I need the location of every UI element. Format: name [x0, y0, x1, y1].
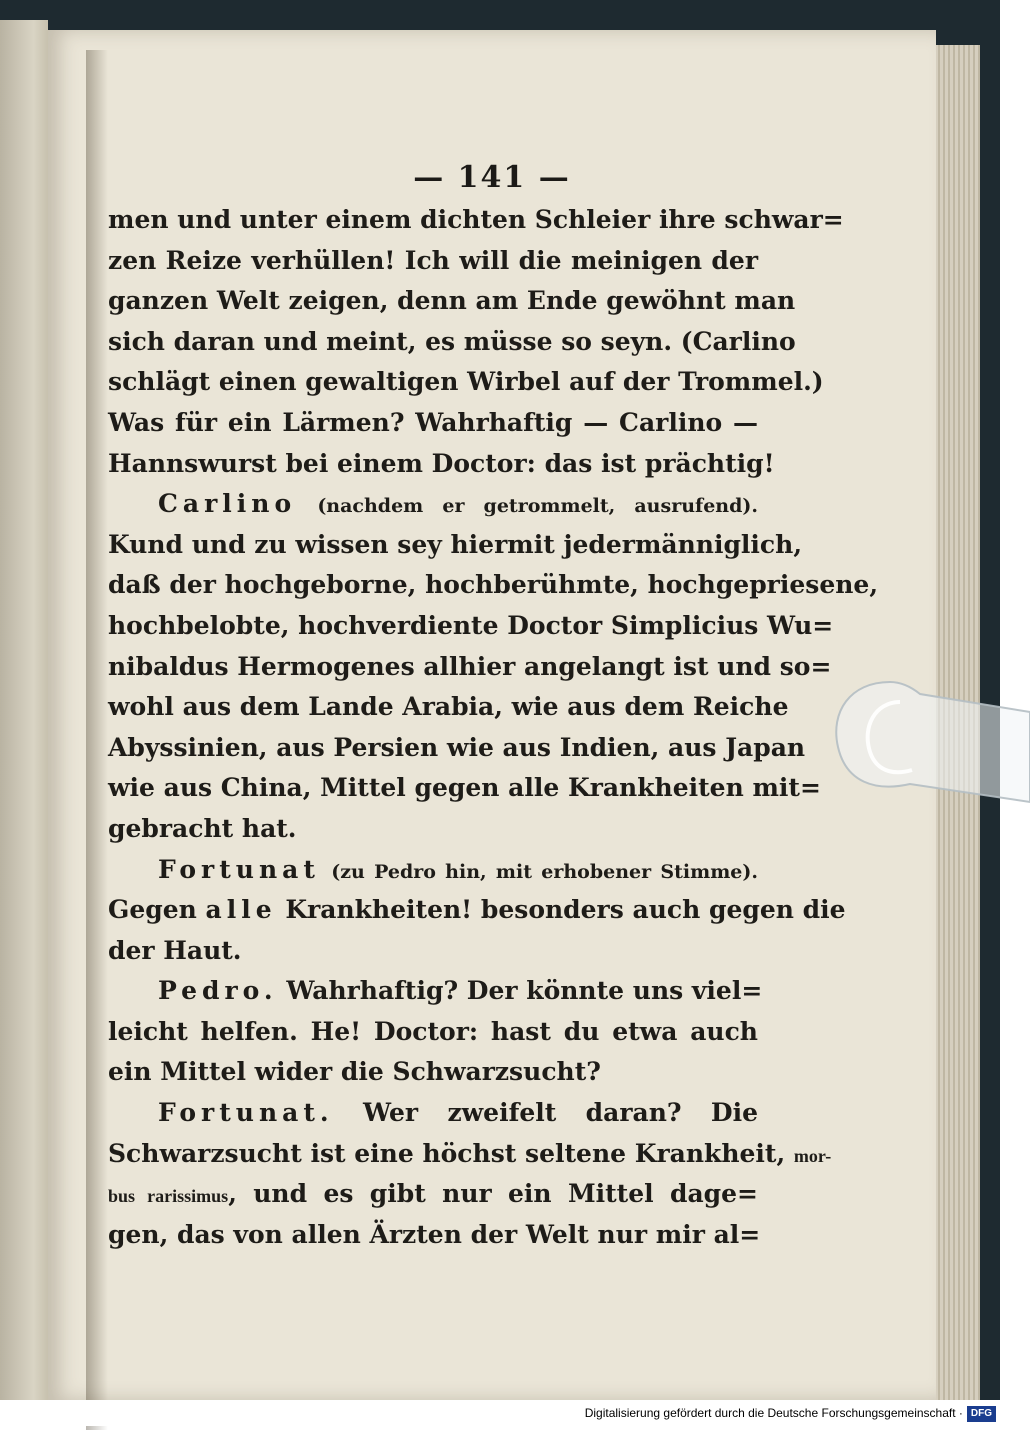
text-line: Hannswurst bei einem Doctor: das ist prächtig! — [108, 448, 775, 478]
text-line: daß der hochgeborne, hochberühmte, hochgepriesene, — [108, 570, 879, 600]
text-line: der Haut. — [108, 935, 242, 965]
text-line: gebracht hat. — [108, 813, 297, 843]
latin-term: mor- — [793, 1145, 832, 1166]
text-line: ein Mittel wider die Schwarzsucht? — [108, 1057, 601, 1087]
text-line: Was für ein Lärmen? Wahrhaftig — Carlino — — [108, 407, 758, 437]
latin-term: bus rarissimus — [108, 1186, 229, 1207]
speaker-name: Fortunat — [158, 854, 320, 884]
text-fragment: Gegen — [108, 895, 197, 925]
footer-credit: Digitalisierung gefördert durch die Deutsche Forschungsgemeinschaft · — [584, 1406, 963, 1420]
stage-direction: (nachdem er getrommelt, ausrufend). — [317, 495, 758, 518]
text-fragment: Krankheiten! besonders auch gegen die — [285, 895, 846, 925]
text-line: zen Reize verhüllen! Ich will die meinigen der — [108, 245, 758, 275]
text-line — [108, 1134, 832, 1175]
text-line: sich daran und meint, es müsse so seyn. (Carlino — [108, 326, 796, 356]
text-line: wie aus China, Mittel gegen alle Krankheiten mit= — [108, 773, 821, 803]
text-line — [108, 890, 846, 931]
speaker-line — [108, 971, 763, 1012]
dfg-logo: DFG — [967, 1406, 996, 1422]
spine-shadow — [86, 50, 108, 1430]
text-line: wohl aus dem Lande Arabia, wie aus dem Reiche — [108, 692, 789, 722]
text-fragment: Wahrhaftig? Der könnte uns viel= — [286, 976, 763, 1006]
speaker-name: Fortunat. — [158, 1098, 334, 1128]
text-fragment: , und es gibt nur ein Mittel dage= — [228, 1179, 759, 1209]
text-fragment: Schwarzsucht ist eine höchst seltene Krankheit, — [108, 1138, 786, 1168]
stage-direction: (zu Pedro hin, mit erhobener Stimme). — [331, 860, 758, 883]
speaker-line — [108, 1093, 758, 1134]
page-body-text — [108, 200, 879, 1255]
emphasized-word: alle — [205, 895, 277, 925]
text-line: men und unter einem dichten Schleier ihre schwar= — [108, 205, 844, 234]
speaker-line — [108, 850, 758, 891]
left-page-edge — [0, 20, 48, 1400]
text-line: nibaldus Hermogenes allhier angelangt ist und so= — [108, 651, 832, 681]
text-line: hochbelobte, hochverdiente Doctor Simplicius Wu= — [108, 610, 834, 640]
page-number: — 141 — — [413, 160, 571, 195]
digitization-footer — [0, 1400, 1000, 1426]
text-line: schlägt einen gewaltigen Wirbel auf der Trommel.) — [108, 367, 824, 397]
speaker-name: Carlino — [158, 489, 297, 519]
speaker-line — [108, 484, 758, 525]
text-line: gen, das von allen Ärzten der Welt nur mir al= — [108, 1219, 761, 1249]
text-line: leicht helfen. He! Doctor: hast du etwa auch — [108, 1016, 758, 1046]
text-line — [108, 1174, 758, 1215]
text-fragment: Wer zweifelt daran? Die — [362, 1098, 758, 1128]
speaker-name: Pedro. — [158, 976, 278, 1006]
text-line: Kund und zu wissen sey hiermit jedermänniglich, — [108, 529, 803, 559]
text-line: Abyssinien, aus Persien wie aus Indien, aus Japan — [108, 732, 806, 762]
text-line: ganzen Welt zeigen, denn am Ende gewöhnt man — [108, 286, 796, 316]
page-holder-clip — [830, 672, 1030, 822]
